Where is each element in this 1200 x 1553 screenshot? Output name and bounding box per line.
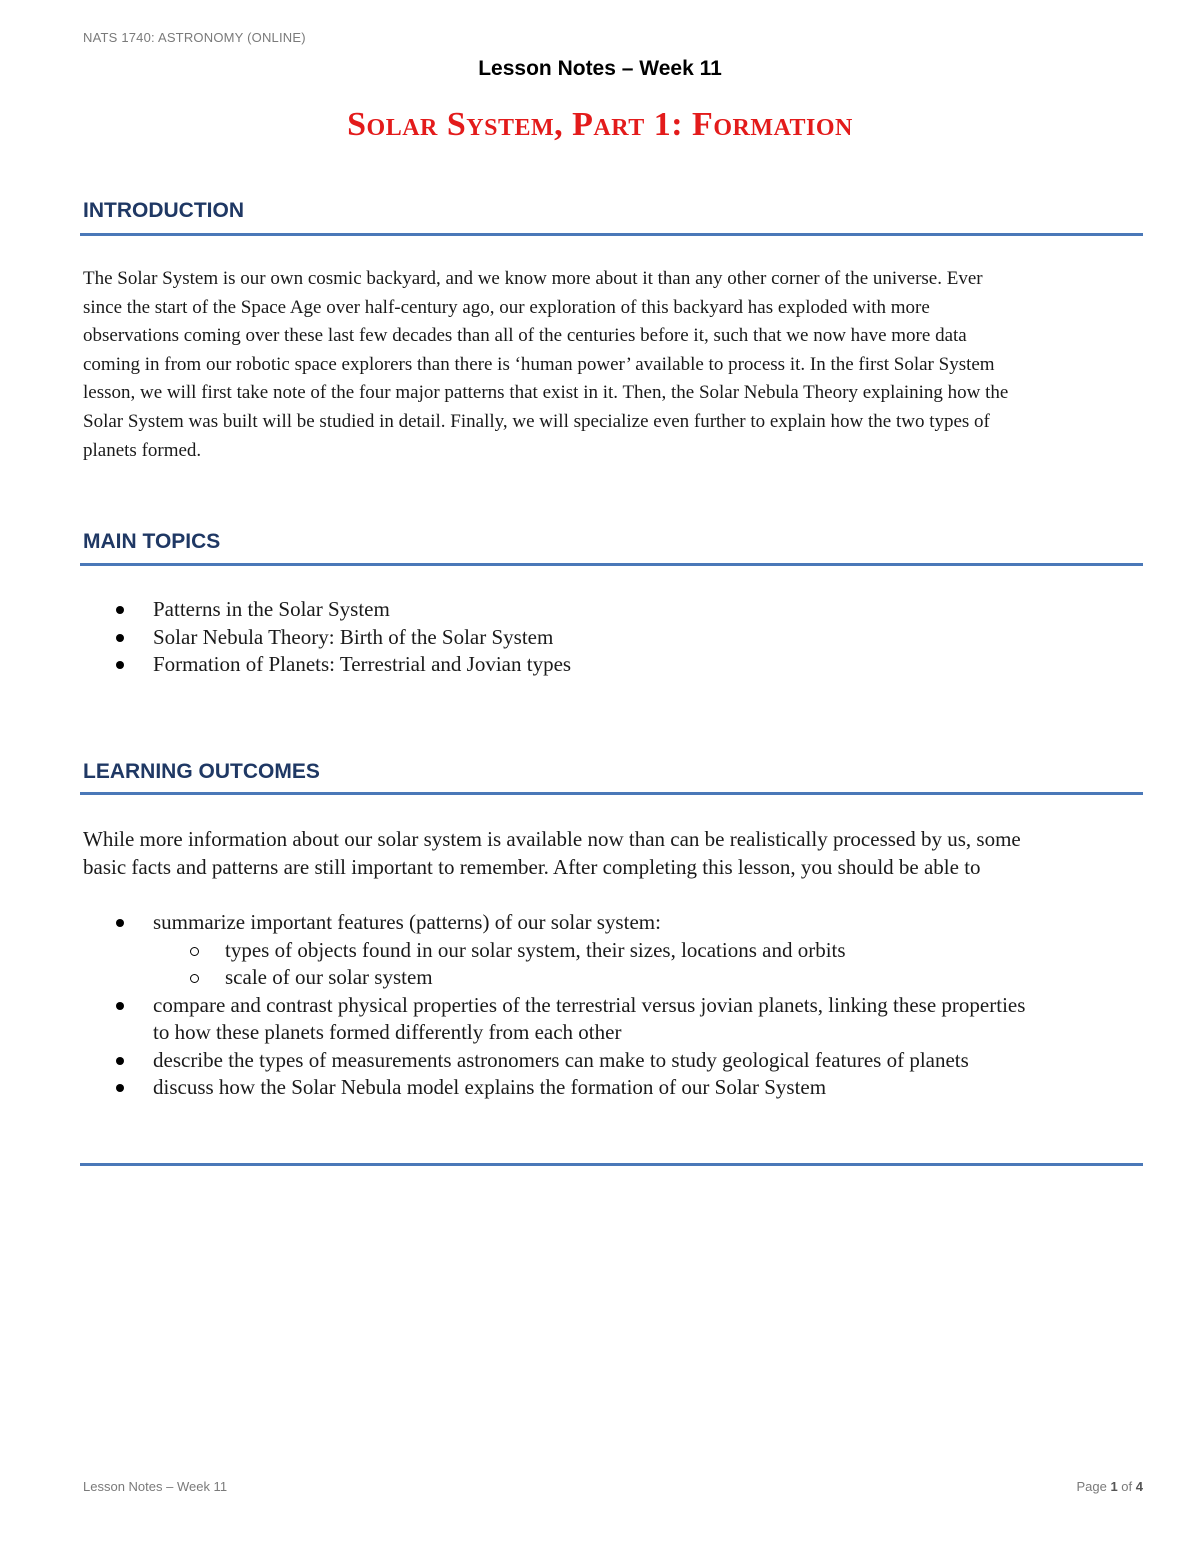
bullet-icon — [116, 1057, 124, 1065]
bullet-icon — [116, 1002, 124, 1010]
list-item: Solar Nebula Theory: Birth of the Solar System — [83, 624, 1143, 652]
text-line: coming in from our robotic space explorers than there is ‘human power’ available to process it. In the first Solar System — [83, 353, 995, 375]
main-topics-list — [83, 596, 1143, 679]
text-line: lesson, we will first take note of the four major patterns that exist in it. Then, the Solar Nebula Theory explaining how the — [83, 382, 1009, 404]
text-line: Solar System was built will be studied in detail. Finally, we will specialize even further to explain how the two types of — [83, 410, 990, 432]
text-line: The Solar System is our own cosmic backyard, and we know more about it than any other corner of the universe. Ever — [83, 268, 983, 289]
section-divider — [80, 563, 1143, 566]
lesson-label: Lesson Notes – Week 11 — [478, 57, 722, 80]
running-header: NATS 1740: ASTRONOMY (ONLINE) — [83, 30, 306, 45]
introduction-heading: INTRODUCTION — [83, 199, 244, 222]
page-title: Solar System, Part 1: Formation — [347, 106, 853, 143]
learning-outcomes-intro — [83, 826, 1143, 881]
page-number: Page 1 of 4 — [1076, 1479, 1143, 1494]
text-line: While more information about our solar system is available now than can be realistically processed by us, some — [83, 827, 1021, 851]
list-item: Patterns in the Solar System — [83, 596, 1143, 624]
list-item: Formation of Planets: Terrestrial and Jovian types — [83, 651, 1143, 679]
bullet-icon — [116, 661, 124, 669]
bullet-icon — [116, 606, 124, 614]
section-divider — [80, 792, 1143, 795]
section-divider — [80, 233, 1143, 236]
sub-list-item: types of objects found in our solar system, their sizes, locations and orbits — [83, 937, 1143, 965]
introduction-paragraph — [83, 265, 1143, 465]
bullet-icon — [116, 919, 124, 927]
bullet-icon — [116, 634, 124, 642]
learning-outcomes-heading: LEARNING OUTCOMES — [83, 760, 320, 783]
list-item: compare and contrast physical properties of the terrestrial versus jovian planets, linking these properties to how these planets formed differently from each other — [83, 992, 1143, 1047]
list-item: summarize important features (patterns) of our solar system: types of objects found in our solar system, their sizes, locations and orbits scale of our solar system — [83, 909, 1143, 992]
list-item: describe the types of measurements astronomers can make to study geological features of planets — [83, 1047, 1143, 1075]
sub-list — [83, 937, 1143, 992]
text-line: since the start of the Space Age over half-century ago, our exploration of this backyard has exploded with more — [83, 296, 930, 318]
list-item: discuss how the Solar Nebula model explains the formation of our Solar System — [83, 1074, 1143, 1102]
sub-list-item: scale of our solar system — [83, 964, 1143, 992]
running-footer: Lesson Notes – Week 11 — [83, 1479, 228, 1494]
circle-bullet-icon — [190, 947, 199, 956]
main-topics-heading: MAIN TOPICS — [83, 530, 221, 553]
circle-bullet-icon — [190, 974, 199, 983]
text-line: basic facts and patterns are still important to remember. After completing this lesson, you should be able to — [83, 854, 981, 879]
text-line: observations coming over these last few decades than all of the centuries before it, such that we now have more data — [83, 325, 967, 347]
bullet-icon — [116, 1084, 124, 1092]
learning-outcomes-list — [83, 909, 1143, 1102]
text-line: planets formed. — [83, 439, 202, 461]
closing-divider — [80, 1163, 1143, 1166]
